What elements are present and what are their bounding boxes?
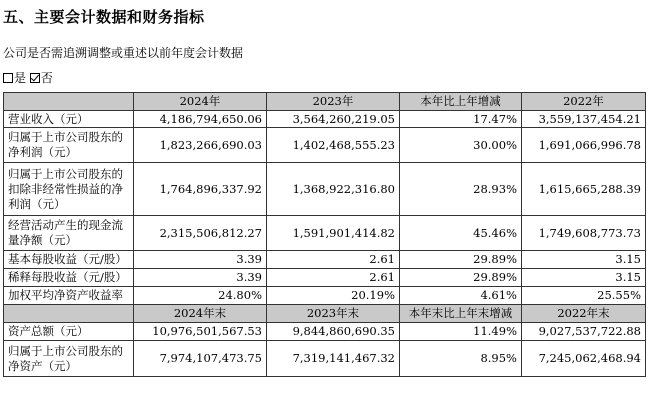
cell-v2024: 3.39	[134, 251, 267, 269]
cell-v2023: 2.61	[267, 269, 400, 287]
cell-v2022: 1,691,066,996.78	[522, 128, 646, 163]
cell-v2022: 1,615,665,288.39	[522, 163, 646, 216]
cell-v2024: 3.39	[134, 269, 267, 287]
cell-change: 45.46%	[400, 216, 522, 251]
cell-v2022: 3.15	[522, 269, 646, 287]
cell-v2024: 10,976,501,567.53	[134, 323, 267, 341]
yes-checkbox[interactable]	[3, 73, 13, 83]
table-row	[4, 163, 646, 216]
cell-change: 4.61%	[400, 287, 522, 305]
cell-v2023: 7,319,141,467.32	[267, 341, 400, 377]
cell-change: 11.49%	[400, 323, 522, 341]
no-label: 否	[40, 71, 53, 85]
no-checkbox-checked[interactable]	[30, 73, 40, 83]
row-label: 归属于上市公司股东的扣除非经常性损益的净利润（元）	[4, 163, 134, 216]
cell-v2024: 1,823,266,690.03	[134, 128, 267, 163]
row-label: 资产总额（元）	[4, 323, 134, 341]
column-header: 本年末比上年末增减	[400, 305, 522, 323]
cell-change: 30.00%	[400, 128, 522, 163]
section-heading: 五、主要会计数据和财务指标	[3, 8, 205, 26]
column-header	[4, 305, 134, 323]
row-label: 基本每股收益（元/股）	[4, 251, 134, 269]
row-label: 营业收入（元）	[4, 111, 134, 128]
cell-v2023: 3,564,260,219.05	[267, 111, 400, 128]
cell-v2023: 1,591,901,414.82	[267, 216, 400, 251]
column-header: 2024年	[134, 93, 267, 111]
cell-change: 28.93%	[400, 163, 522, 216]
column-header: 2023年末	[267, 305, 400, 323]
column-header: 2022年	[522, 93, 646, 111]
financial-data-table	[3, 92, 646, 377]
cell-v2023: 20.19%	[267, 287, 400, 305]
restatement-question: 公司是否需追溯调整或重述以前年度会计数据	[3, 46, 244, 60]
row-label: 经营活动产生的现金流量净额（元）	[4, 216, 134, 251]
table-row	[4, 341, 646, 377]
cell-v2024: 2,315,506,812.27	[134, 216, 267, 251]
cell-v2024: 24.80%	[134, 287, 267, 305]
cell-v2022: 1,749,608,773.73	[522, 216, 646, 251]
column-header: 本年比上年增减	[400, 93, 522, 111]
table-header-row	[4, 93, 646, 111]
column-header: 2024年末	[134, 305, 267, 323]
restatement-answer	[3, 69, 53, 86]
table-row	[4, 111, 646, 128]
cell-change: 8.95%	[400, 341, 522, 377]
cell-v2023: 2.61	[267, 251, 400, 269]
table-row	[4, 216, 646, 251]
cell-v2024: 1,764,896,337.92	[134, 163, 267, 216]
column-header	[4, 93, 134, 111]
yes-label: 是	[14, 71, 27, 85]
cell-v2022: 3.15	[522, 251, 646, 269]
column-header: 2023年	[267, 93, 400, 111]
cell-change: 29.89%	[400, 251, 522, 269]
cell-change: 29.89%	[400, 269, 522, 287]
column-header: 2022年末	[522, 305, 646, 323]
table-row	[4, 128, 646, 163]
table-row	[4, 269, 646, 287]
cell-change: 17.47%	[400, 111, 522, 128]
cell-v2022: 25.55%	[522, 287, 646, 305]
row-label: 稀释每股收益（元/股）	[4, 269, 134, 287]
cell-v2022: 3,559,137,454.21	[522, 111, 646, 128]
cell-v2023: 9,844,860,690.35	[267, 323, 400, 341]
table-row	[4, 323, 646, 341]
cell-v2024: 4,186,794,650.06	[134, 111, 267, 128]
cell-v2024: 7,974,107,473.75	[134, 341, 267, 377]
row-label: 归属于上市公司股东的净利润（元）	[4, 128, 134, 163]
table-header-row	[4, 305, 646, 323]
row-label: 加权平均净资产收益率	[4, 287, 134, 305]
table-row	[4, 251, 646, 269]
cell-v2022: 7,245,062,468.94	[522, 341, 646, 377]
cell-v2023: 1,402,468,555.23	[267, 128, 400, 163]
cell-v2022: 9,027,537,722.88	[522, 323, 646, 341]
row-label: 归属于上市公司股东的净资产（元）	[4, 341, 134, 377]
table-row	[4, 287, 646, 305]
cell-v2023: 1,368,922,316.80	[267, 163, 400, 216]
